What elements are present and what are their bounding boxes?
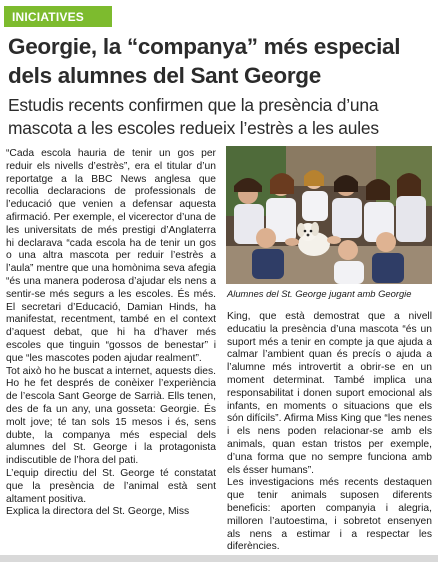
- article-body-right: [227, 311, 432, 554]
- photo-caption: Alumnes del St. George jugant amb Georgie: [227, 288, 412, 299]
- body-paragraph: Tot això ho he buscat a internet, aquests dies. Ho he fet després de conèixer l’experiència de l’escola Sant George de Sarrià. Ells tenen, des de fa un any, una gosseta: Georgie. És molt jove; té tan sols 15 mesos i és, sens dubte, la companya més especial dels alumnes del St. George i la protagonista indiscutible de l’hora del pati.: [6, 365, 216, 467]
- body-paragraph: King, que està demostrat que a nivell educatiu la presència d’una mascota “és un suport més a tenir en compte ja que ajuda a calmar l’ambient quan és precís o ajuda a l’alumne més introvertit a obrir-se en un moment determinat. També implica una responsabilitat i donen suport emocional als infants, en moments o situacions que els són difícils”. Afirma Miss King que “les nenes i els nens poden relacionar-se amb els animals, quan estan tristos per exemple, d’una forma que no sempre funciona amb els ésser humans”.: [227, 311, 432, 476]
- photo-illustration: [226, 146, 432, 284]
- article-body-left: [6, 148, 216, 519]
- article-headline: Georgie, la “companya” més especial dels alumnes del Sant George: [8, 34, 401, 88]
- section-tag: INICIATIVES: [4, 6, 112, 27]
- article-subhead: Estudis recents confirmen que la presència d’una mascota a les escoles redueix l’estrès a les aules: [8, 95, 379, 138]
- body-paragraph: Explica la directora del St. George, Miss: [6, 506, 190, 518]
- body-paragraph: L’equip directiu del St. George té constatat que la presència de l’animal està sent altament positiva.: [6, 467, 216, 505]
- students-with-dog-photo: [226, 146, 432, 284]
- bottom-rule: [0, 555, 438, 562]
- body-paragraph: “Cada escola hauria de tenir un gos per reduir els nivells d’estrès”, era el titular d’un reportatge a la BBC News anglesa que recollia declaracions de professionals de l’educació que venien a defensar aquesta afirmació. Per exemple, el vicerector d’una de les universitats de més prestigi d’Anglaterra hi declarava “cada escola ha de tenir un gos o una altra mascota per reduir l’estrès a l’aula” mentre que una homònima seva afegia “és una manera poderosa d’ajudar els nens a sentir-se més segurs a les escoles. És més. El secretari d’Educació, Damian Hinds, ha manifestat, recentment, també en el context d’aquest debat, que hi ha d’haver més escoles que tinguin “gossos de benestar” i que “les mascotes poden ajudar realment”.: [6, 148, 216, 364]
- body-paragraph: Les investigacions més recents destaquen que tenir animals suposen diferents beneficis: aporten companyia i alegria, milloren l’autoestima, i sobretot ensenyen als nens a estimar i a respectar les diferències.: [227, 477, 432, 553]
